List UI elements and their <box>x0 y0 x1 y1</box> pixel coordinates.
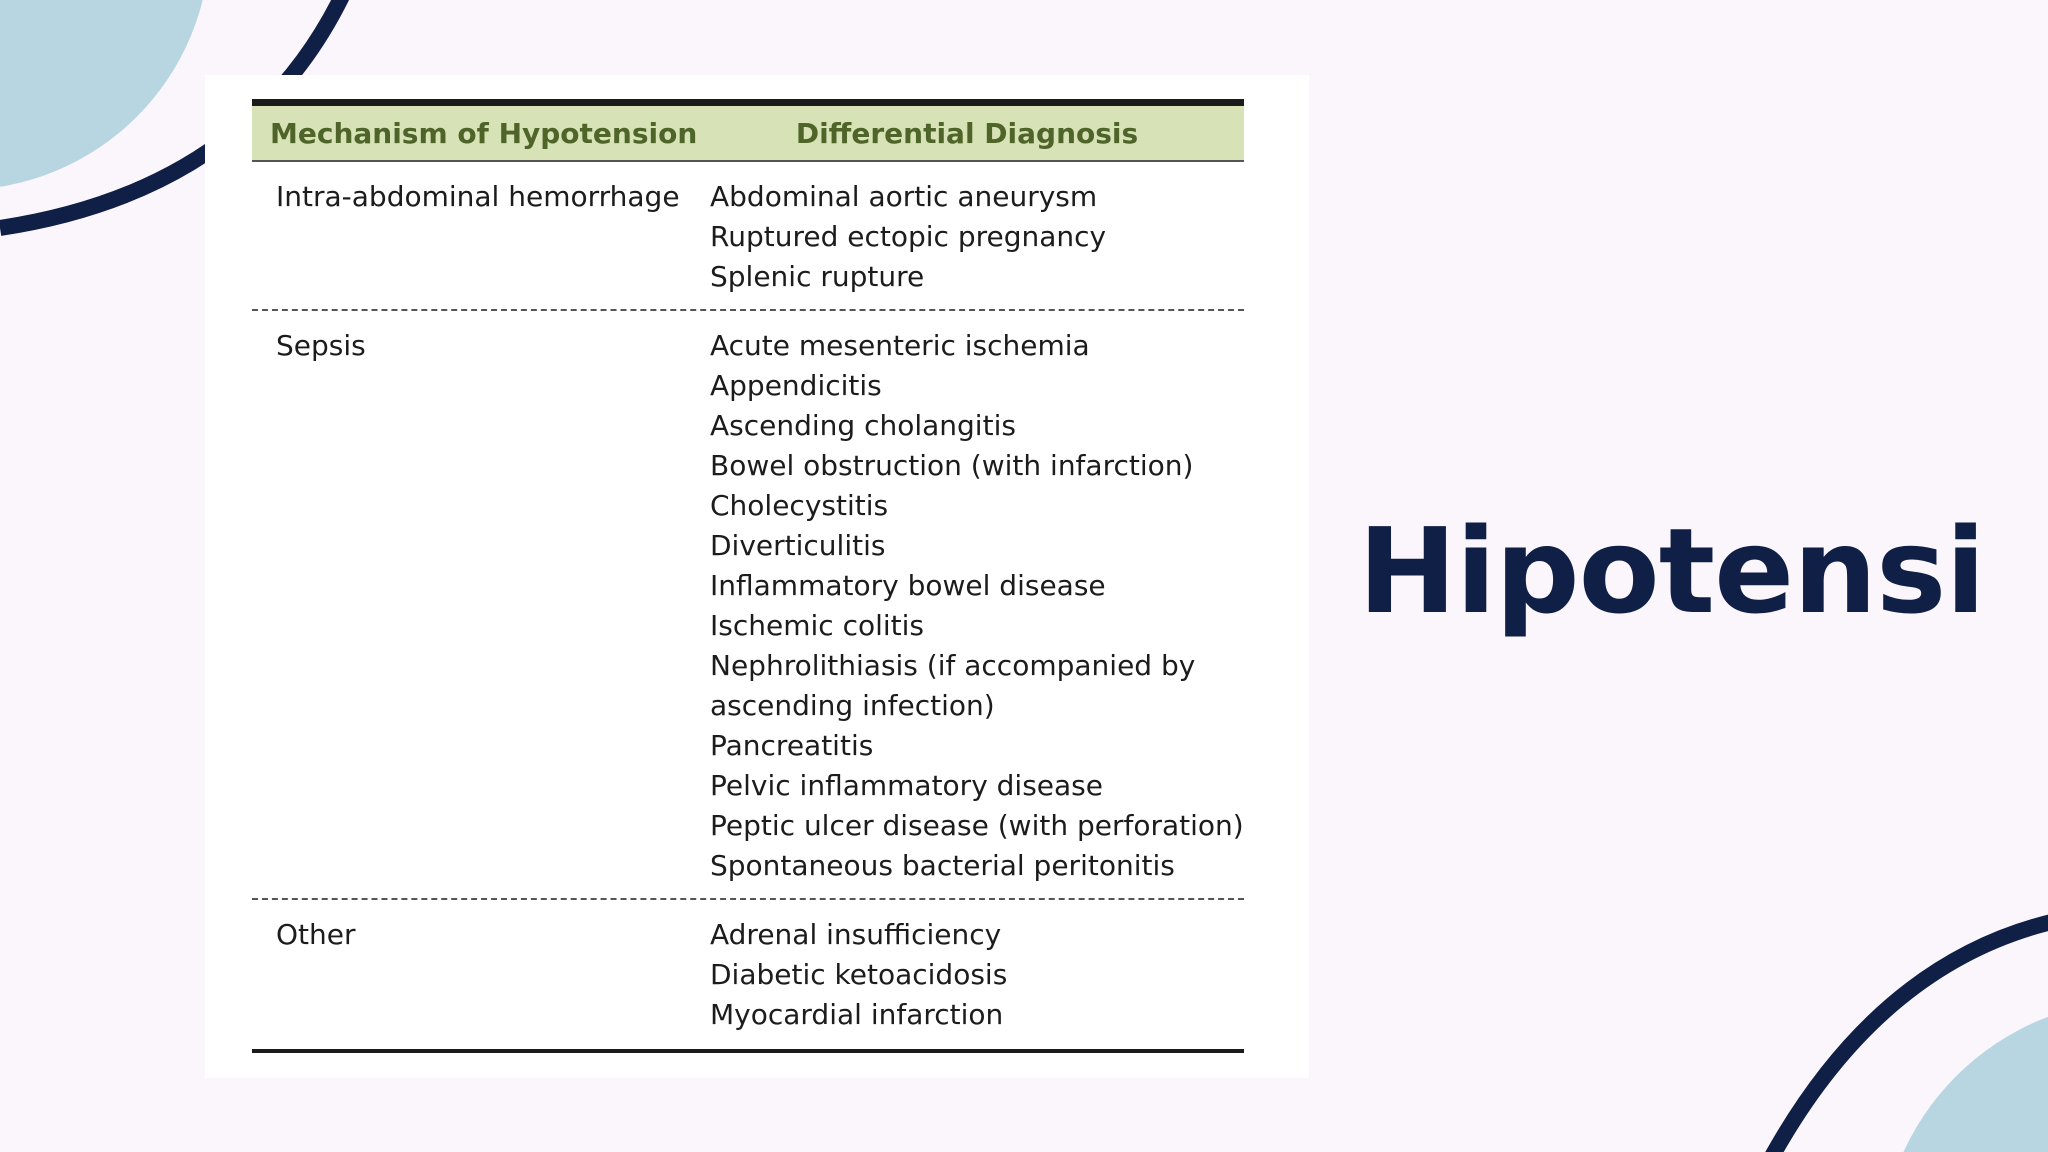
slide-title: Hipotensi <box>1358 502 1985 640</box>
diagnosis-item: Pancreatitis <box>710 729 874 762</box>
bottom-right-arc-shape <box>1770 920 2048 1152</box>
diagnosis-item: Diverticulitis <box>710 529 886 562</box>
table-row <box>252 898 1244 1047</box>
diagnosis-item: Pelvic inflammatory disease <box>710 769 1103 802</box>
diagnosis-item-continuation: ascending infection) <box>710 689 995 722</box>
diagnosis-item: Diabetic ketoacidosis <box>710 958 1008 991</box>
table-row <box>252 162 1244 309</box>
mechanism-cell: Intra-abdominal hemorrhage <box>276 180 680 213</box>
diagnosis-item: Appendicitis <box>710 369 882 402</box>
table-top-rule <box>252 99 1244 106</box>
diagnosis-item: Cholecystitis <box>710 489 889 522</box>
table-row <box>252 309 1244 898</box>
diagnosis-item: Ischemic colitis <box>710 609 924 642</box>
bottom-right-blob-shape <box>1880 1000 2048 1152</box>
diagnosis-item: Acute mesenteric ischemia <box>710 329 1090 362</box>
header-differential-diagnosis: Differential Diagnosis <box>795 116 1139 150</box>
hypotension-table <box>252 99 1244 1053</box>
table-bottom-rule <box>252 1049 1244 1053</box>
diagnosis-cell <box>710 177 1244 297</box>
diagnosis-item: Bowel obstruction (with infarction) <box>710 449 1194 482</box>
diagnosis-item: Spontaneous bacterial peritonitis <box>710 849 1175 882</box>
header-mechanism: Mechanism of Hypotension <box>270 116 698 150</box>
mechanism-cell: Other <box>276 918 356 951</box>
diagnosis-cell <box>710 915 1244 1035</box>
top-left-blob-shape <box>0 0 210 190</box>
table-body <box>252 162 1244 1047</box>
mechanism-cell: Sepsis <box>276 329 366 362</box>
diagnosis-item: Abdominal aortic aneurysm <box>710 180 1098 213</box>
diagnosis-cell <box>710 326 1244 886</box>
diagnosis-item: Nephrolithiasis (if accompanied by <box>710 649 1196 682</box>
diagnosis-item: Myocardial infarction <box>710 998 1004 1031</box>
diagnosis-item: Inflammatory bowel disease <box>710 569 1106 602</box>
table-image-card <box>205 75 1309 1078</box>
table-header-row <box>252 106 1244 160</box>
diagnosis-item: Adrenal insufficiency <box>710 918 1002 951</box>
diagnosis-item: Ruptured ectopic pregnancy <box>710 220 1107 253</box>
diagnosis-item: Peptic ulcer disease (with perforation) <box>710 809 1244 842</box>
diagnosis-item: Splenic rupture <box>710 260 925 293</box>
diagnosis-item: Ascending cholangitis <box>710 409 1016 442</box>
